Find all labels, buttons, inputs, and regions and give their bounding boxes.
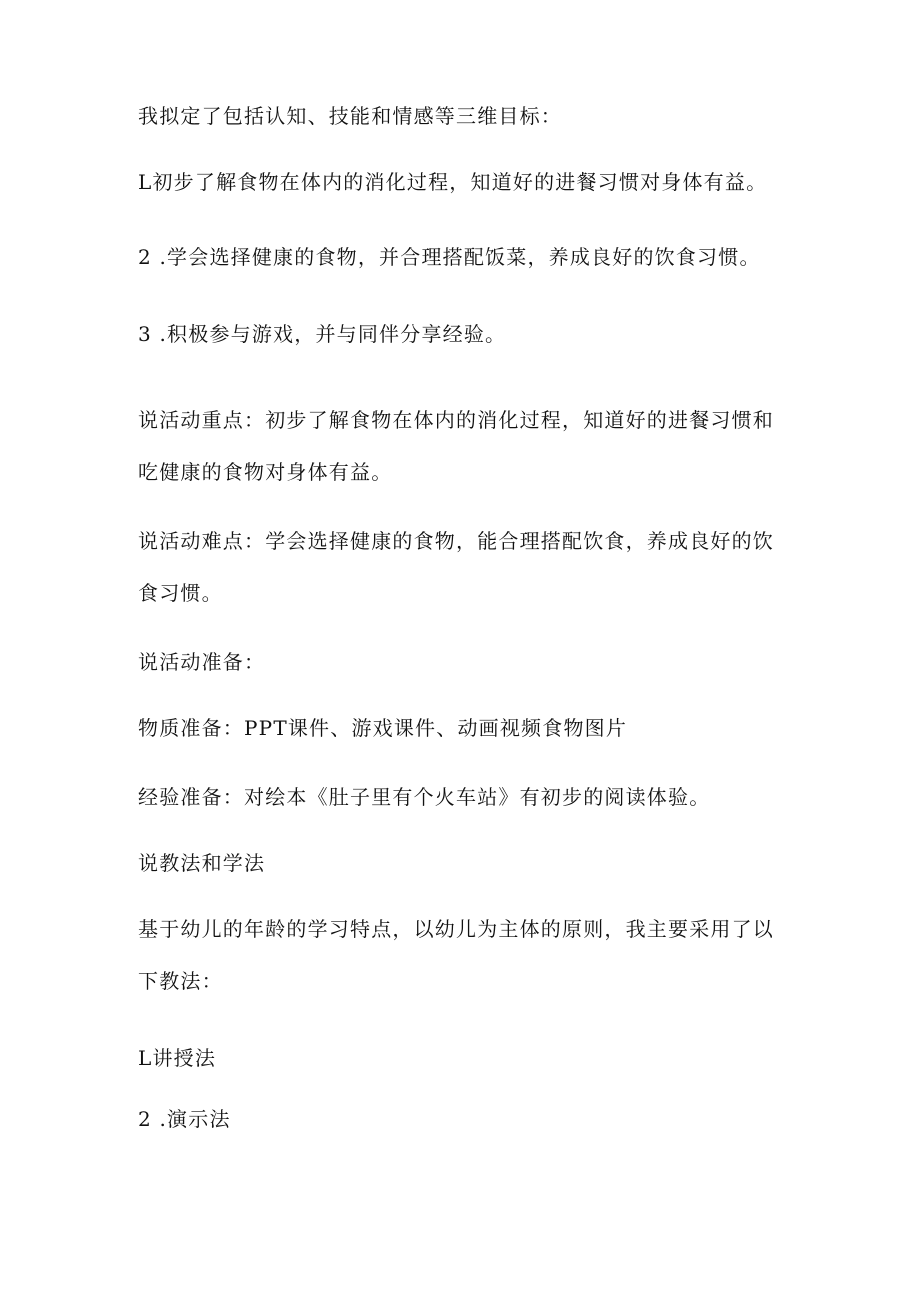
difficult-point-text-line-2: 食习惯。	[138, 581, 223, 605]
experience-preparation-text: 经验准备：对绘本《肚子里有个火车站》有初步的阅读体验。	[138, 785, 711, 809]
goal-item-2: 2 .学会选择健康的食物，并合理搭配饭菜，养成良好的饮食习惯。	[138, 245, 761, 269]
methods-intro-line-2: 下教法：	[138, 969, 223, 993]
key-point-text-line-1: 说活动重点：初步了解食物在体内的消化过程，知道好的进餐习惯和	[138, 408, 774, 432]
preparation-heading: 说活动准备：	[138, 650, 266, 674]
methods-heading: 说教法和学法	[138, 851, 266, 875]
methods-intro-line-1: 基于幼儿的年龄的学习特点，以幼儿为主体的原则，我主要采用了以	[138, 917, 774, 941]
material-preparation-text: 物质准备：PPT课件、游戏课件、动画视频食物图片	[138, 716, 628, 740]
method-item-1: L讲授法	[138, 1046, 217, 1070]
key-point-text-line-2: 吃健康的食物对身体有益。	[138, 460, 393, 484]
goals-intro-text: 我拟定了包括认知、技能和情感等三维目标：	[138, 104, 562, 128]
method-item-2: 2 .演示法	[138, 1107, 231, 1131]
difficult-point-text-line-1: 说活动难点：学会选择健康的食物，能合理搭配饮食，养成良好的饮	[138, 529, 774, 553]
goal-item-3: 3 .积极参与游戏，并与同伴分享经验。	[138, 322, 507, 346]
goal-item-1: L初步了解食物在体内的消化过程，知道好的进餐习惯对身体有益。	[138, 170, 768, 194]
